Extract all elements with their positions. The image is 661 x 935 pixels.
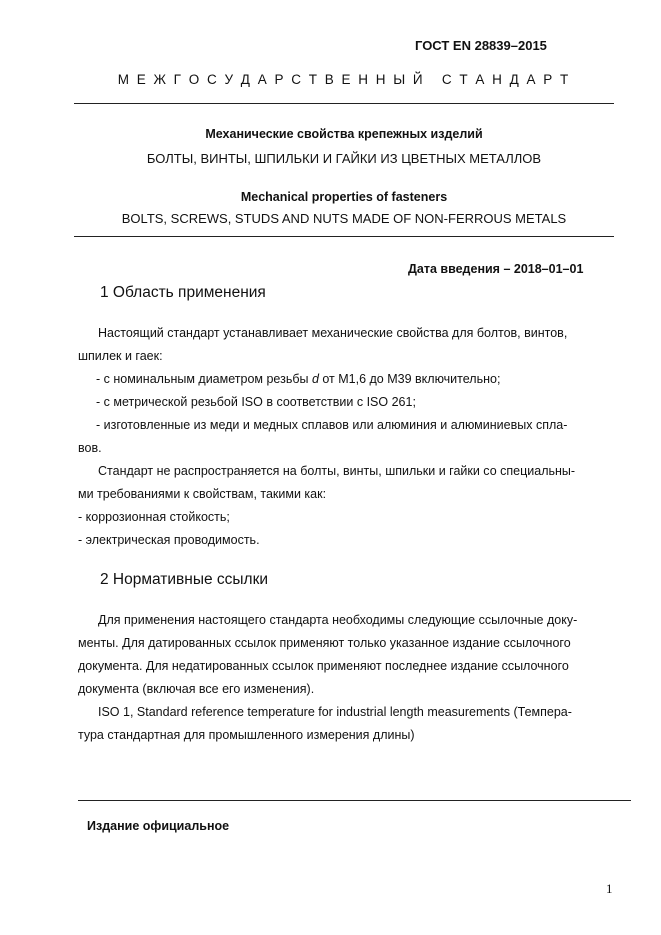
section1-item1-a: - с номинальным диаметром резьбы [96,372,312,386]
footer-divider [78,800,631,801]
page-number: 1 [606,881,613,896]
section2-p1-line1: Для применения настоящего стандарта необходимы следующие ссылочные доку- [98,613,578,627]
section1-item1 [78,368,613,391]
section1-p1-line1: Настоящий стандарт устанавливает механические свойства для болтов, винтов, [98,326,568,340]
section1-item3-line2: вов. [78,441,102,455]
section1-item2: - с метрической резьбой ISO в соответствии с ISO 261; [96,395,416,409]
title-en-main: BOLTS, SCREWS, STUDS AND NUTS MADE OF NON-FERROUS METALS [121,211,567,226]
section2-ref-line2: тура стандартная для промышленного измерения длины) [78,728,415,742]
intro-date: Дата введения – 2018–01–01 [408,262,584,276]
standard-code: ГОСТ EN 28839–2015 [415,38,547,53]
title-ru-subtitle: Механические свойства крепежных изделий [205,127,483,141]
section1-heading: 1 Область применения [100,284,266,301]
section2-ref-line1: ISO 1, Standard reference temperature for industrial length measurements (Темпера- [98,705,572,719]
edition-label: Издание официальное [87,819,230,833]
section1-item3-line1: - изготовленные из меди и медных сплавов или алюминия и алюминиевых спла- [96,418,568,432]
section2-body [78,609,613,747]
title-en-subtitle: Mechanical properties of fasteners [240,190,448,204]
section1-p2-line1: Стандарт не распространяется на болты, винты, шпильки и гайки со специальны- [98,464,576,478]
section2-p1-line2: менты. Для датированных ссылок применяют только указанное издание ссылочного [78,636,571,650]
section2-p1-line4: документа (включая все его изменения). [78,682,315,696]
section2-heading: 2 Нормативные ссылки [100,571,269,588]
section1-p1-line2: шпилек и гаек: [78,349,163,363]
section1-ex1: - коррозионная стойкость; [78,510,230,524]
section1-item1-d: d [311,372,319,386]
section1-ex2: - электрическая проводимость. [78,533,260,547]
section1-p2-line2: ми требованиями к свойствам, такими как: [78,487,327,501]
section2-p1-line3: документа. Для недатированных ссылок применяют последнее издание ссылочного [78,659,569,673]
header-divider [74,103,614,104]
title-divider [74,236,614,237]
standard-type: М Е Ж Г О С У Д А Р С Т В Е Н Н Ы Й С Т А Н Д А Р Т [117,72,571,87]
section1-body [78,322,613,552]
section1-item1-b: от М1,6 до М39 включительно; [318,372,501,386]
title-ru-main: БОЛТЫ, ВИНТЫ, ШПИЛЬКИ И ГАЙКИ ИЗ ЦВЕТНЫХ МЕТАЛЛОВ [146,151,542,166]
